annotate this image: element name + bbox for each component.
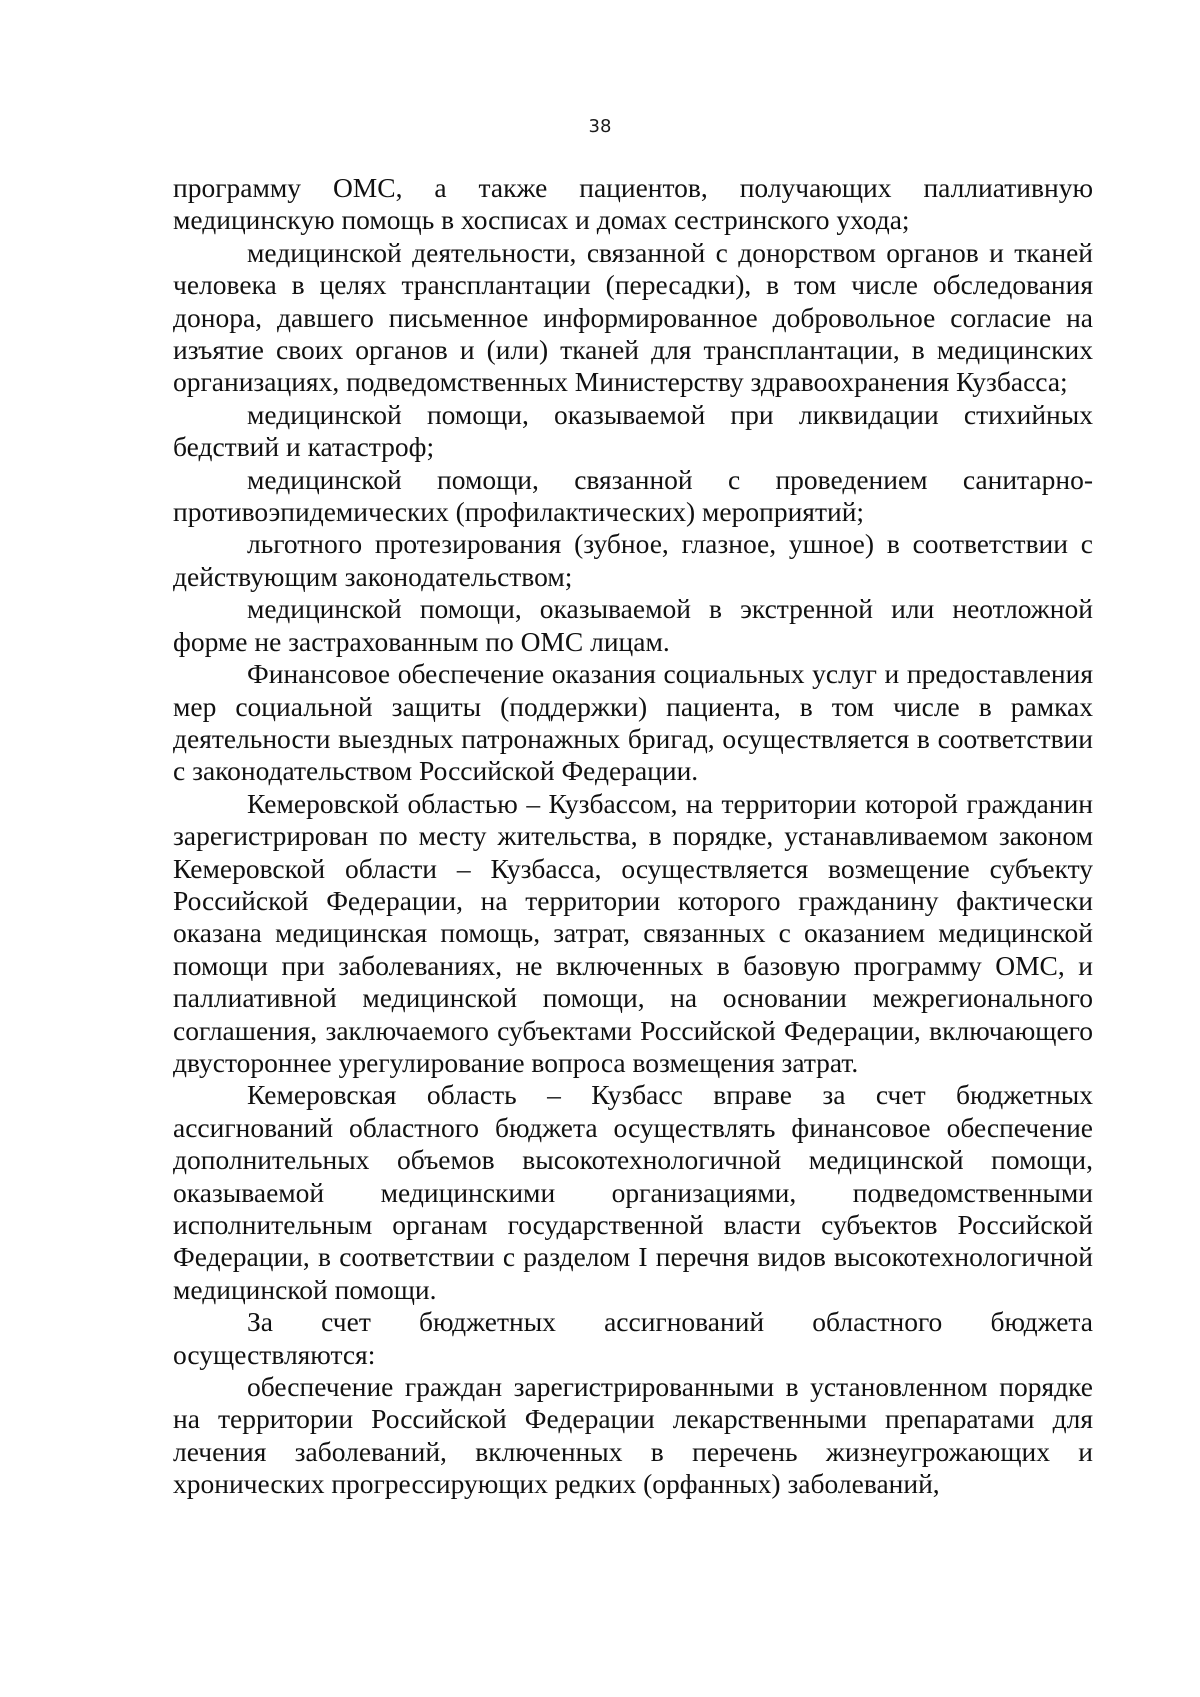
paragraph-social-services: Финансовое обеспечение оказания социальных услуг и предоставления мер социальной защиты (поддержки) пациента, в том числе в рамках деятельности выездных патронажных бригад, осуществляется в соответствии с законодательством Российской Федерации. (173, 658, 1093, 787)
page-number: 38 (588, 116, 612, 137)
paragraph-oms-palliative: программу ОМС, а также пациентов, получающих паллиативную медицинскую помощь в хосписах и домах сестринского ухода; (173, 172, 1093, 236)
paragraph-organ-donation: медицинской деятельности, связанной с донорством органов и тканей человека в целях трансплантации (пересадки), в том числе обследования донора, давшего письменное информированное добровольное согласие на изъятие своих органов и (или) тканей для трансплантации, в медицинских организациях, подведомственных Министерству здравоохранения Кузбасса; (173, 236, 1093, 398)
document-body (173, 172, 1093, 1501)
paragraph-interregional-reimbursement: Кемеровской областью – Кузбассом, на территории которой гражданин зарегистрирован по месту жительства, в порядке, устанавливаемом законом Кемеровской области – Кузбасса, осуществляется возмещение субъекту Российской Федерации, на территории которого гражданину фактически оказана медицинская помощь, затрат, связанных с оказанием медицинской помощи при заболеваниях, не включенных в базовую программу ОМС, и паллиативной медицинской помощи, на основании межрегионального соглашения, заключаемого субъектами Российской Федерации, включающего двустороннее урегулирование вопроса возмещения затрат. (173, 787, 1093, 1078)
paragraph-high-tech-care: Кемеровская область – Кузбасс вправе за счет бюджетных ассигнований областного бюджета осуществлять финансовое обеспечение дополнительных объемов высокотехнологичной медицинской помощи, оказываемой медицинскими организациями, подведомственными исполнительным органам государственной власти субъектов Российской Федерации, в соответствии с разделом I перечня видов высокотехнологичной медицинской помощи. (173, 1079, 1093, 1305)
paragraph-orphan-drugs: обеспечение граждан зарегистрированными в установленном порядке на территории Российской Федерации лекарственными препаратами для лечения заболеваний, включенных в перечень жизнеугрожающих и хронических прогрессирующих редких (орфанных) заболеваний, (173, 1371, 1093, 1500)
paragraph-natural-disasters: медицинской помощи, оказываемой при ликвидации стихийных бедствий и катастроф; (173, 398, 1093, 463)
paragraph-prosthetics: льготного протезирования (зубное, глазное, ушное) в соответствии с действующим законодательством; (173, 528, 1093, 592)
paragraph-regional-budget: За счет бюджетных ассигнований областного бюджета осуществляются: (173, 1306, 1093, 1370)
paragraph-sanitary-measures: медицинской помощи, связанной с проведением санитарно-противоэпидемических (профилактических) мероприятий; (173, 463, 1093, 528)
paragraph-emergency-uninsured: медицинской помощи, оказываемой в экстренной или неотложной форме не застрахованным по ОМС лицам. (173, 593, 1093, 657)
